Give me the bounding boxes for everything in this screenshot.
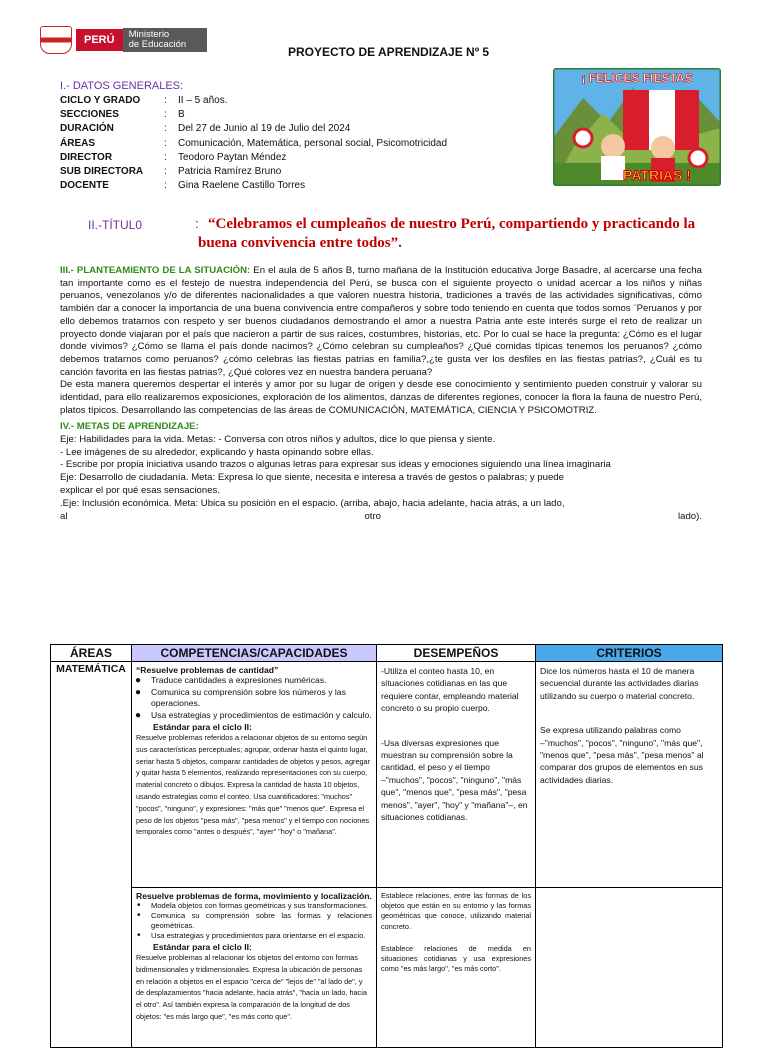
competencia-cell bbox=[132, 662, 377, 888]
competencia-title: Resuelve problemas de forma, movimiento y localización. bbox=[136, 891, 372, 901]
desempeno-text: -Utiliza el conteo hasta 10, en situaciones cotidianas en las que requiere contar, empleando material concreto o su propio cuerpo. bbox=[381, 666, 519, 714]
datos-colon: : bbox=[164, 109, 167, 121]
datos-generales-row bbox=[60, 151, 447, 165]
datos-key: SUB DIRECTORA bbox=[60, 166, 144, 178]
datos-generales-heading: I.- DATOS GENERALES: bbox=[60, 80, 184, 92]
peru-shield-icon bbox=[40, 26, 72, 54]
table-header-row bbox=[51, 645, 723, 662]
datos-key: ÁREAS bbox=[60, 137, 96, 149]
datos-key: CICLO Y GRADO bbox=[60, 95, 141, 106]
capacidad-item: ● Traduce cantidades a expresiones numéricas. bbox=[151, 675, 375, 687]
datos-colon: : bbox=[164, 166, 167, 178]
datos-value: Del 27 de Junio al 19 de Julio del 2024 bbox=[178, 123, 351, 135]
situacion-text-2: De esta manera queremos despertar el interés y amor por su lugar de origen y desde ese conocimiento y sentimiento pueden construir y valorar su identidad, para ello realizaremos exposiciones, exploración de los alimentos, danzas de diferentes regiones, conocer la flora la fauna de nuestro Perú, platos típicos. Desarrollando las competencias de las áreas de COMUNICACIÓN, MATEMÁTICA, CIENCIA Y PSICOMOTRIZ. bbox=[60, 379, 702, 416]
datos-value: Patricia Ramírez Bruno bbox=[178, 166, 282, 178]
competencias-table bbox=[50, 644, 723, 1048]
datos-key: DOCENTE bbox=[60, 180, 109, 192]
datos-key: DIRECTOR bbox=[60, 151, 113, 163]
metas-line: - Lee imágenes de su alrededor, explicando y hasta opinando sobre ellas. bbox=[60, 446, 374, 458]
datos-value: Teodoro Paytan Méndez bbox=[178, 151, 287, 163]
document-title: PROYECTO DE APRENDIZAJE Nº 5 bbox=[288, 45, 490, 59]
criterio-text: Se expresa utilizando palabras como –"muchos", "pocos", "ninguno", "más que", "menos que", "pesa más", "pesa menos" al comparar dos grupos de elementos en sus actividades diarias. bbox=[540, 725, 704, 785]
desempeno-text: -Usa diversas expresiones que muestran su comprensión sobre la cantidad, el peso y el tiempo –"muchos", "pocos", "ninguno", "más que", "menos que", "pesa más", "pesa menos", "ayer", "hoy" y "mañana"–, en situaciones cotidianas. bbox=[381, 737, 528, 823]
capacidad-item: ● Comunica su comprensión sobre los números y las operaciones. bbox=[151, 687, 375, 710]
desempeno-text: Establece relaciones, entre las formas de los objetos que están en su entorno y las formas geométricas que conoce, utilizando material concreto. bbox=[381, 891, 531, 931]
datos-value: Comunicación, Matemática, personal social, Psicomotricidad bbox=[178, 137, 448, 149]
metas-line: Eje: Desarrollo de ciudadanía. Meta: Expresa lo que siente, necesita e interesa a través de gestos o palabras; y puede bbox=[60, 472, 564, 484]
estandar-title: Estándar para el ciclo II: bbox=[153, 722, 252, 732]
criterio-text: Dice los números hasta el 10 de manera secuencial durante las actividades diarias utilizando su cuerpo o material concreto. bbox=[540, 666, 699, 701]
datos-colon: : bbox=[164, 180, 167, 192]
desempeno-text: Establece relaciones de medida en situaciones cotidianas y usa expresiones como "es más largo", "es más corto". bbox=[381, 943, 531, 974]
datos-generales-row bbox=[60, 137, 447, 151]
datos-colon: : bbox=[164, 123, 167, 135]
poster-bottom-text: PATRIAS ! bbox=[623, 167, 691, 183]
fiestas-patrias-poster bbox=[553, 68, 721, 186]
datos-colon: : bbox=[164, 137, 167, 149]
capacidad-item: • Usa estrategias y procedimientos para orientarse en el espacio. bbox=[151, 931, 375, 941]
situacion-paragraph bbox=[60, 265, 702, 417]
datos-value: II – 5 años. bbox=[178, 95, 228, 106]
metas-line: Eje: Habilidades para la vida. Metas: - Conversa con otros niños y adultos, dice lo que piensa y siente. bbox=[60, 433, 496, 445]
titulo-label: II.-TÍTUL0 bbox=[88, 218, 143, 232]
situacion-text: En el aula de 5 años B, turno mañana de la Institución educativa Jorge Basadre, al acercarse una fecha tan importante como es el festejo de nuestra independencia del Perú, se busca con el siguiente proyecto o unidad acercar a los niños y niñas peruanos, venezolanos y/o de diferentes nacionalidades a que valoren nuestra historia, tradiciones a través de las actividades significativas, cómo también dar a conocer la importancia de una buena convivencia entre compañeros y sobre todo teniendo en cuenta que todos somos ¨Peruanos y por ello debemos tratarnos con respeto y ser buenos ciudadanos demostrando el amor a nuestra Patria ante este interés surge el reto de realizar un proyecto donde viajaran por el país que nacieron a partir de sus raíces, costumbres, historias, etc. Por lo cual se hace la pregunta: ¿Cómo es el lugar donde vivimos? ¿Cómo se llama el país donde nacimos? ¿Cómo celebran su cumpleaños? ¿Qué comidas típicas tenemos los peruanos? ¿cómo debemos tratarnos como peruanos? ¿cómo celebras las fiestas patrias en familia?,¿te gusta ver los desfiles en las fiestas patrias?, ¿Cuál es tu canción favorita en las fiestas patrias?, ¿Qué colores vez en nuestra bandera peruana? bbox=[60, 265, 702, 378]
header-areas: ÁREAS bbox=[51, 645, 132, 662]
header-competencias: COMPETENCIAS/CAPACIDADES bbox=[132, 645, 377, 662]
metas-line: - Escribe por propia iniciativa usando trazos o algunas letras para expresar sus ideas y emociones siguiendo una línea imaginaria bbox=[60, 459, 611, 471]
titulo-colon: : bbox=[195, 216, 199, 231]
logo-ministry: Ministerio de Educación bbox=[123, 28, 207, 52]
competencia-title: “Resuelve problemas de cantidad” bbox=[136, 665, 279, 675]
table-row bbox=[51, 662, 723, 888]
poster-illustration bbox=[553, 68, 721, 186]
metas-line: .Eje: Inclusión económica. Meta: Ubica su posición en el espacio. (arriba, abajo, hacia adelante, hacia atrás, a un lado, bbox=[60, 497, 565, 509]
datos-generales-row bbox=[60, 179, 447, 193]
capacidades-list bbox=[133, 901, 375, 941]
titulo-text: “Celebramos el cumpleaños de nuestro Perú, compartiendo y practicando la buena convivencia entre todos”. bbox=[198, 216, 696, 251]
datos-generales-row bbox=[60, 122, 447, 136]
logo-peru: PERÚ bbox=[76, 29, 123, 51]
header-criterios: CRITERIOS bbox=[536, 645, 723, 662]
datos-value: Gina Raelene Castillo Torres bbox=[178, 180, 306, 192]
metas-line: explicar el por qué esas sensaciones. bbox=[60, 484, 220, 496]
estandar-title: Estándar para el ciclo II: bbox=[153, 942, 252, 952]
estandar-text: Resuelve problemas referidos a relacionar objetos de su entorno según sus características perceptuales; agrupar, ordenar hasta el quinto lugar, seriar hasta 5 objetos, comparar cantidades de objetos y pesos, agregar y quitar hasta 5 elementos, realizando representaciones con su cuerpo, material concreto o dibujos. Expresa la cantidad de hasta 10 objetos, usando estrategias como el conteo. Usa cuantificadores: "muchos" "pocos", "ninguno", y expresiones: "más que" "menos que". Expresa el peso de los objetos "pesa más", "pesa menos" y el tiempo con nociones temporales como "antes o después", "ayer" "hoy" o "mañana". bbox=[136, 733, 371, 837]
capacidad-item: ● Usa estrategias y procedimientos de estimación y calculo. bbox=[151, 710, 375, 722]
criterio-cell bbox=[536, 662, 723, 888]
datos-generales-list bbox=[60, 94, 447, 193]
metas-label: IV.- METAS DE APRENDIZAJE: bbox=[60, 421, 199, 432]
header-desempenos: DESEMPEÑOS bbox=[377, 645, 536, 662]
metas-last-line: al otro lado). bbox=[60, 510, 702, 522]
area-cell: MATEMÁTICA bbox=[51, 662, 132, 1048]
datos-key: DURACIÓN bbox=[60, 123, 114, 135]
capacidades-list bbox=[133, 675, 375, 721]
poster-top-text: ¡ FELICES FIESTAS bbox=[581, 71, 693, 85]
datos-generales-row bbox=[60, 165, 447, 179]
situacion-label: III.- PLANTEAMIENTO DE LA SITUACIÓN: bbox=[60, 265, 251, 276]
datos-colon: : bbox=[164, 151, 167, 163]
datos-generales-row bbox=[60, 108, 447, 122]
datos-generales-row bbox=[60, 94, 447, 108]
datos-value: B bbox=[178, 109, 185, 121]
datos-colon: : bbox=[164, 95, 167, 106]
capacidad-item: • Comunica su comprensión sobre las formas y relaciones geométricas. bbox=[151, 911, 375, 931]
capacidad-item: • Modela objetos con formas geométricas y sus transformaciones. bbox=[151, 901, 375, 911]
desempeno-cell bbox=[377, 662, 536, 888]
estandar-text: Resuelve problemas al relacionar los objetos del entorno con formas bidimensionales y tridimensionales. Expresa la ubicación de personas en relación a objetos en el espacio "cerca de" "lejos de" "al lado de", y de desplazamientos "hacia adelante, hacia atrás", "hacia un lado, hacia el otro". Así también expresa la comparación de la longitud de dos objetos: "es más largo que", "es más corto que". bbox=[136, 953, 367, 1021]
metas-section bbox=[60, 421, 710, 523]
minedu-logo bbox=[40, 26, 207, 54]
datos-key: SECCIONES bbox=[60, 109, 119, 121]
